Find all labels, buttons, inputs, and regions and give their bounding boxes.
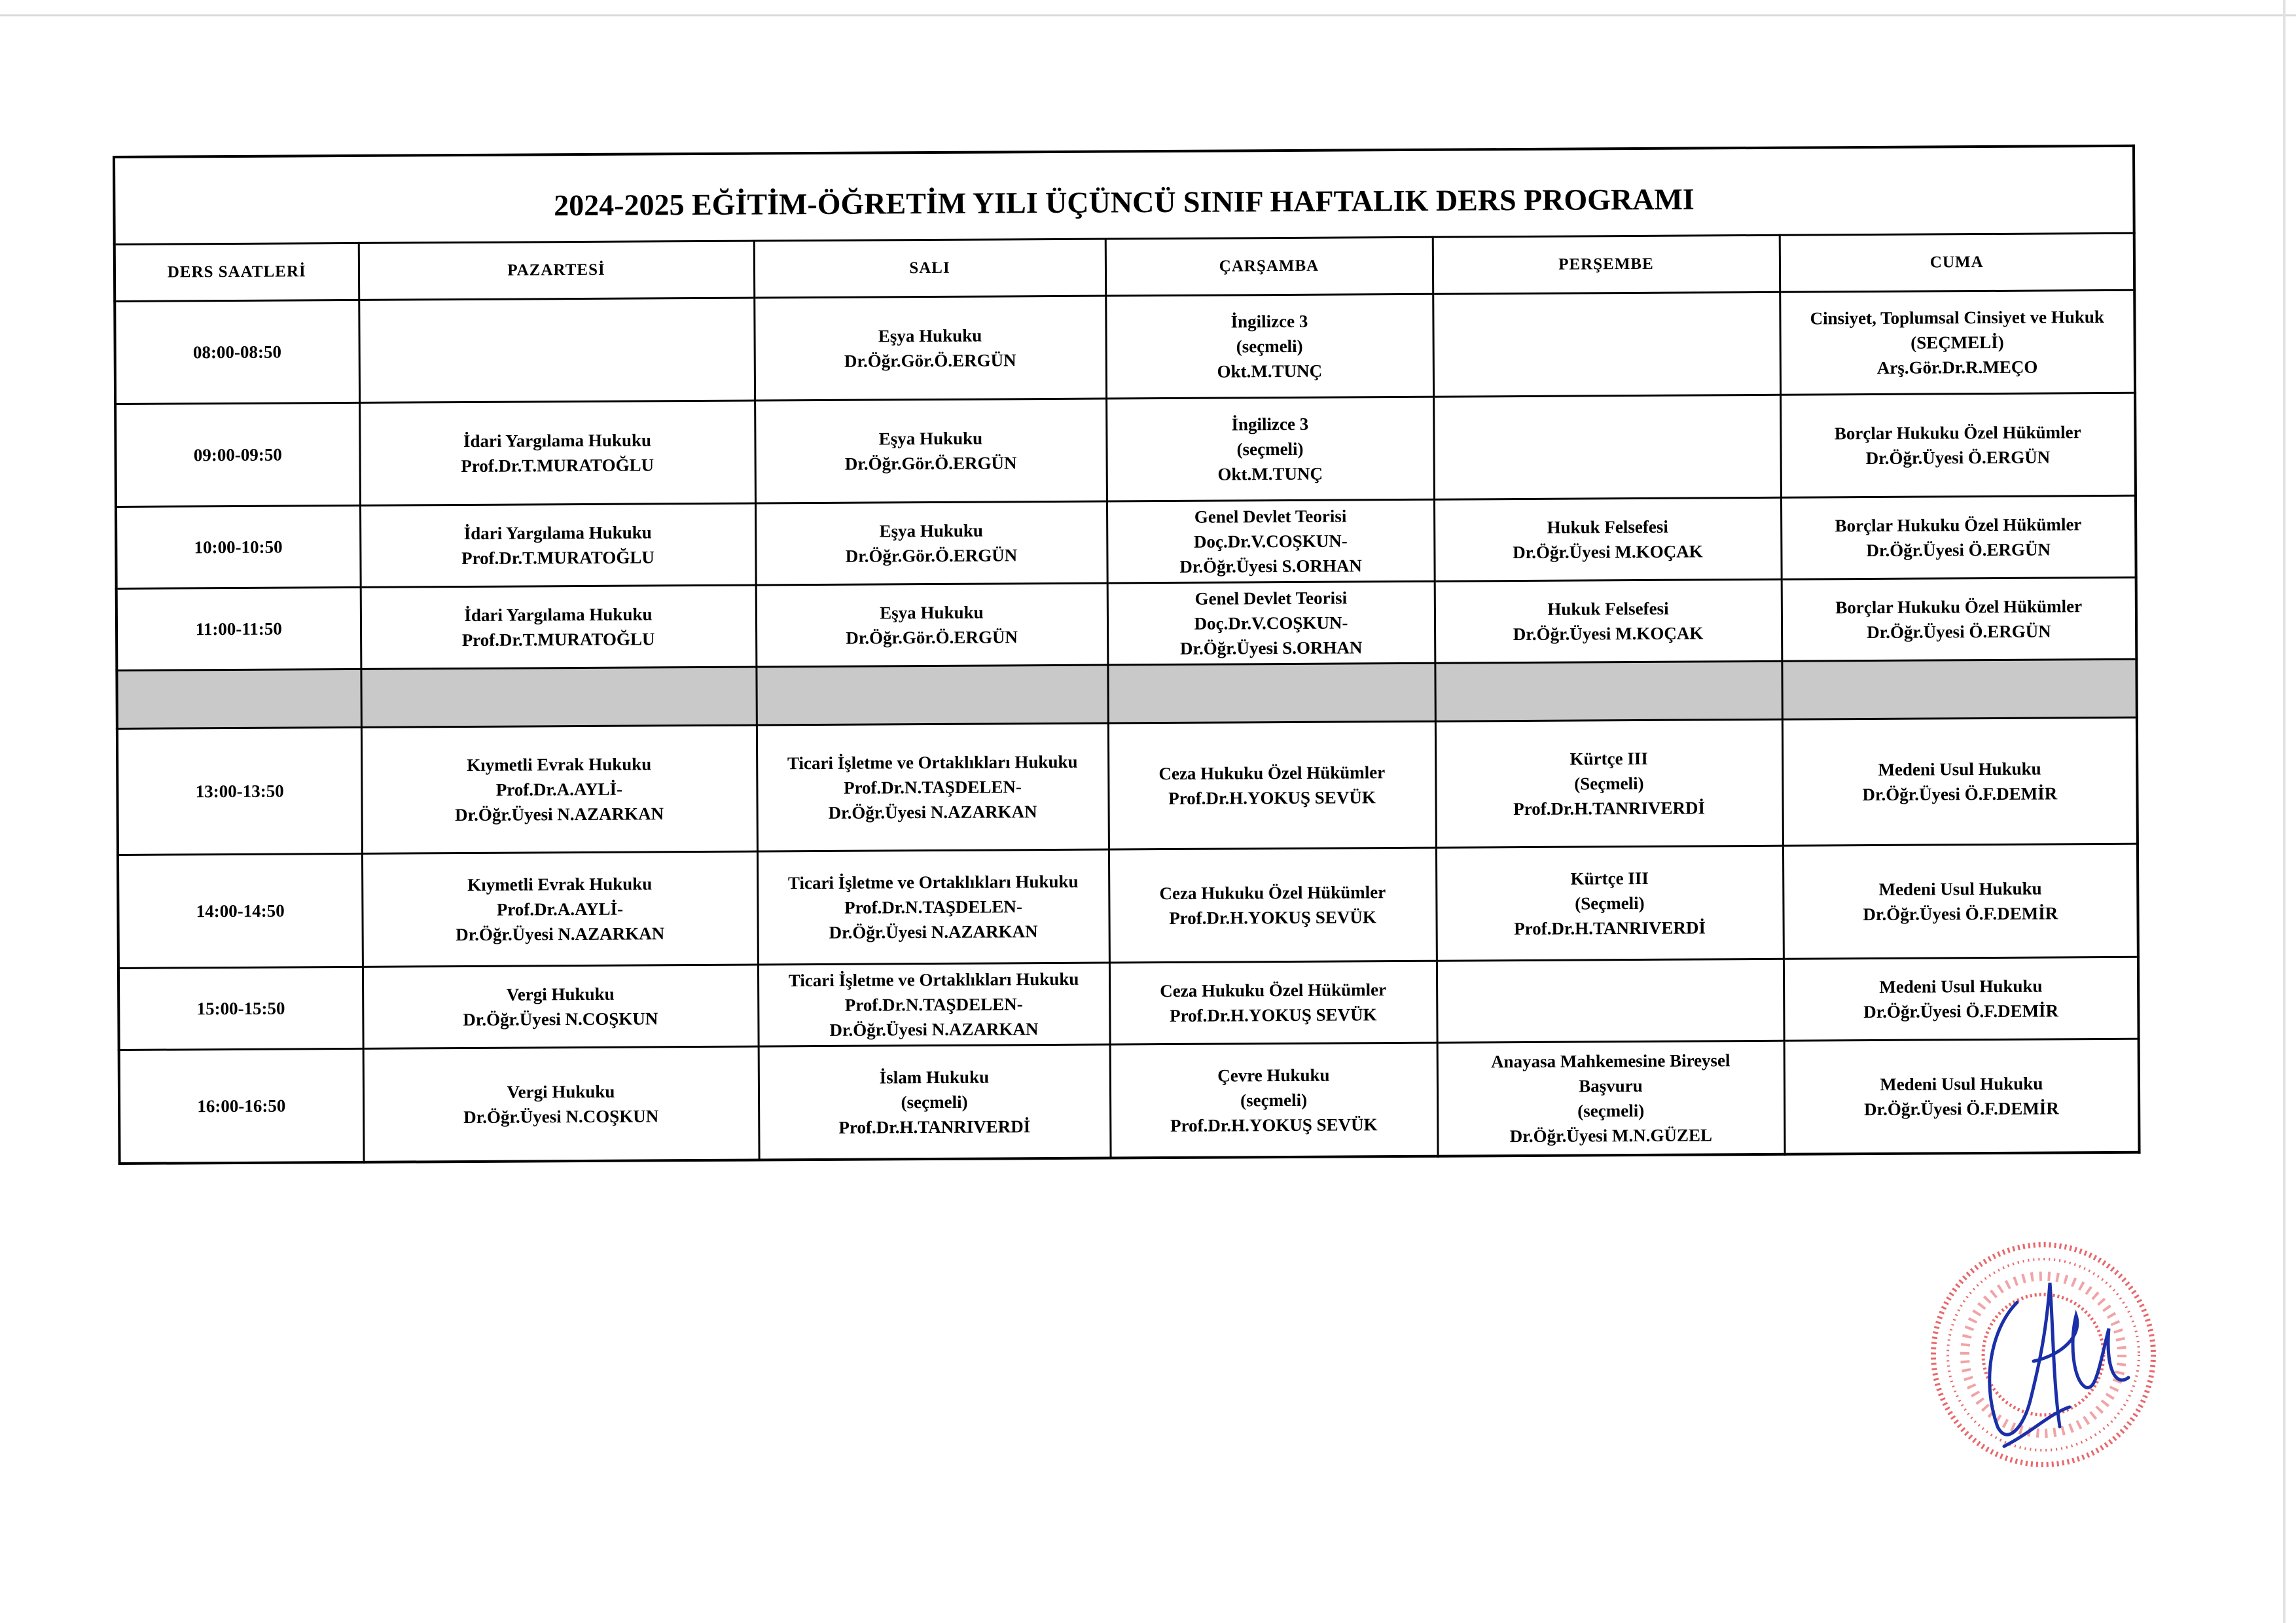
course-name: Borçlar Hukuku Özel Hükümler [1835, 596, 2083, 618]
course-detail: Prof.Dr.H.TANRIVERDİ [1513, 798, 1706, 819]
course-name: Borçlar Hukuku Özel Hükümler [1834, 422, 2081, 444]
course-name: Çevre Hukuku [1217, 1065, 1330, 1086]
course-detail: Başvuru [1579, 1075, 1643, 1096]
course-detail: Prof.Dr.N.TAŞDELEN- [843, 777, 1022, 798]
course-detail: Dr.Öğr.Üyesi S.ORHAN [1179, 556, 1362, 577]
table-row [118, 957, 2139, 1050]
time-slot: 16:00-16:50 [119, 1048, 364, 1164]
course-cell [1435, 719, 1783, 847]
course-detail: Prof.Dr.H.YOKUŞ SEVÜK [1169, 907, 1376, 929]
course-detail: Prof.Dr.H.YOKUŞ SEVÜK [1170, 1115, 1378, 1135]
course-name: Vergi Hukuku [507, 1081, 615, 1102]
course-cell [362, 851, 758, 967]
page-title: 2024-2025 EĞİTİM-ÖĞRETİM YILI ÜÇÜNCÜ SINIF HAFTALIK DERS PROGRAMI [114, 146, 2134, 245]
break-cell [1782, 659, 2137, 719]
course-cell [1433, 292, 1780, 397]
time-slot: 09:00-09:50 [115, 402, 360, 507]
course-name: Eşya Hukuku [880, 602, 984, 623]
course-detail: Dr.Öğr.Üyesi M.KOÇAK [1513, 623, 1704, 645]
course-name: Hukuk Felsefesi [1547, 516, 1668, 537]
course-detail: Prof.Dr.A.AYLİ- [496, 899, 624, 919]
header-time: DERS SAATLERİ [115, 243, 359, 301]
course-detail: Doç.Dr.V.COŞKUN- [1193, 531, 1348, 552]
time-slot: 11:00-11:50 [117, 587, 361, 670]
course-cell [1437, 1041, 1785, 1156]
course-detail: Dr.Öğr.Üyesi Ö.F.DEMİR [1863, 1001, 2059, 1022]
course-cell [1110, 1043, 1438, 1158]
course-name: Eşya Hukuku [878, 428, 983, 449]
course-detail: Prof.Dr.N.TAŞDELEN- [844, 897, 1022, 918]
course-name: Kürtçe III [1570, 868, 1649, 889]
header-friday: CUMA [1780, 233, 2135, 292]
course-name: Medeni Usul Hukuku [1878, 878, 2042, 899]
course-name: Kıymetli Evrak Hukuku [467, 874, 653, 895]
course-detail: Dr.Öğr.Üyesi Ö.F.DEMİR [1863, 903, 2058, 925]
break-cell [117, 669, 361, 728]
course-detail: Dr.Öğr.Üyesi N.COŞKUN [463, 1106, 659, 1128]
course-cell [1780, 393, 2136, 497]
break-cell [1435, 661, 1782, 721]
course-cell [1105, 294, 1433, 399]
course-cell [359, 401, 755, 505]
course-cell [1782, 717, 2138, 846]
course-detail: Prof.Dr.H.TANRIVERDİ [838, 1116, 1031, 1137]
course-cell [755, 501, 1107, 585]
morning-rows [115, 290, 2136, 670]
table-row [117, 577, 2137, 670]
course-name: Genel Devlet Teorisi [1194, 506, 1347, 527]
course-detail: (seçmeli) [1236, 336, 1303, 357]
course-detail: Prof.Dr.T.MURATOĞLU [461, 547, 655, 569]
course-cell [758, 963, 1110, 1046]
course-name: Kürtçe III [1570, 748, 1648, 769]
afternoon-rows [117, 717, 2140, 1164]
lunch-break-row [117, 659, 2137, 728]
course-detail: Dr.Öğr.Gör.Ö.ERGÜN [844, 350, 1016, 371]
table-row [117, 717, 2138, 855]
header-wednesday: ÇARŞAMBA [1105, 237, 1433, 296]
course-detail: Dr.Öğr.Üyesi Ö.F.DEMİR [1864, 1098, 2059, 1120]
course-detail: Dr.Öğr.Üyesi Ö.ERGÜN [1867, 621, 2051, 643]
scan-top-edge [0, 14, 2296, 16]
break-cell [1107, 663, 1435, 723]
course-detail: (Seçmeli) [1575, 893, 1645, 914]
course-name: Ceza Hukuku Özel Hükümler [1159, 882, 1386, 904]
course-detail: Dr.Öğr.Üyesi Ö.ERGÜN [1865, 447, 2051, 469]
course-cell [1109, 961, 1437, 1044]
course-detail: Prof.Dr.H.TANRIVERDİ [1514, 918, 1706, 939]
course-name: İdari Yargılama Hukuku [464, 604, 653, 626]
course-cell [1106, 397, 1434, 501]
course-name: Genel Devlet Teorisi [1194, 588, 1348, 609]
time-slot: 13:00-13:50 [117, 727, 362, 855]
schedule-document [113, 145, 2138, 1165]
course-name: Ceza Hukuku Özel Hükümler [1160, 980, 1387, 1001]
course-name: Medeni Usul Hukuku [1879, 976, 2043, 997]
course-name: Eşya Hukuku [879, 520, 983, 541]
course-detail: Okt.M.TUNÇ [1217, 463, 1323, 484]
course-cell [757, 849, 1109, 965]
course-detail: (SEÇMELİ) [1910, 332, 2004, 353]
time-slot: 08:00-08:50 [115, 300, 359, 404]
course-cell [1783, 844, 2138, 959]
course-name: Kıymetli Evrak Hukuku [467, 754, 652, 775]
course-detail: Prof.Dr.N.TAŞDELEN- [844, 994, 1023, 1015]
course-name: Eşya Hukuku [878, 325, 982, 346]
course-name: Medeni Usul Hukuku [1880, 1073, 2043, 1094]
course-name: İngilizce 3 [1230, 311, 1308, 332]
time-slot: 15:00-15:50 [118, 967, 363, 1050]
course-detail: Dr.Öğr.Üyesi N.AZARKAN [456, 923, 665, 945]
course-detail: Doç.Dr.V.COŞKUN- [1194, 613, 1348, 633]
course-cell [1436, 846, 1784, 961]
course-cell [363, 1046, 759, 1162]
header-monday: PAZARTESİ [359, 241, 754, 300]
course-detail: Arş.Gör.Dr.R.MEÇO [1876, 357, 2038, 378]
course-cell [757, 723, 1109, 851]
table-row [115, 393, 2136, 507]
course-detail: Dr.Öğr.Gör.Ö.ERGÜN [844, 453, 1017, 474]
time-slot: 14:00-14:50 [118, 853, 363, 968]
course-cell [1437, 959, 1784, 1043]
course-detail: (Seçmeli) [1574, 773, 1644, 794]
course-cell [759, 1044, 1111, 1160]
course-cell [360, 503, 756, 587]
course-detail: (seçmeli) [1240, 1090, 1308, 1111]
course-name: İdari Yargılama Hukuku [463, 430, 652, 452]
table-row [119, 1039, 2140, 1164]
course-name: İdari Yargılama Hukuku [463, 522, 652, 544]
course-detail: (seçmeli) [901, 1092, 968, 1113]
course-cell [361, 725, 757, 853]
header-tuesday: SALI [754, 239, 1105, 298]
course-detail: Okt.M.TUNÇ [1217, 361, 1323, 382]
course-detail: Dr.Öğr.Üyesi N.AZARKAN [828, 802, 1037, 823]
header-thursday: PERŞEMBE [1433, 235, 1780, 294]
table-row [118, 844, 2138, 968]
table-row [115, 290, 2135, 404]
course-name: Ticari İşletme ve Ortaklıkları Hukuku [788, 969, 1079, 991]
course-name: Ceza Hukuku Özel Hükümler [1158, 762, 1386, 784]
course-cell [359, 298, 755, 402]
course-detail: Dr.Öğr.Üyesi S.ORHAN [1179, 637, 1363, 658]
course-name: Vergi Hukuku [506, 984, 615, 1005]
course-cell [1107, 581, 1435, 665]
course-cell [1108, 721, 1436, 849]
course-detail: Dr.Öğr.Gör.Ö.ERGÜN [845, 545, 1018, 566]
course-detail: Dr.Öğr.Üyesi M.KOÇAK [1513, 541, 1703, 563]
course-cell [756, 583, 1108, 667]
course-detail: Dr.Öğr.Üyesi Ö.F.DEMİR [1862, 783, 2058, 805]
course-detail: Dr.Öğr.Üyesi N.COŞKUN [463, 1008, 658, 1030]
course-detail: Dr.Öğr.Gör.Ö.ERGÜN [846, 627, 1018, 648]
course-cell [1109, 847, 1437, 963]
course-cell [363, 965, 759, 1048]
course-name: İngilizce 3 [1231, 414, 1309, 435]
course-detail: Dr.Öğr.Üyesi N.AZARKAN [829, 921, 1038, 942]
schedule-table [113, 145, 2141, 1165]
course-detail: Prof.Dr.A.AYLİ- [495, 779, 623, 800]
course-cell [1435, 579, 1782, 663]
course-detail: Dr.Öğr.Üyesi Ö.ERGÜN [1866, 539, 2051, 561]
course-cell [1434, 497, 1782, 581]
course-name: Cinsiyet, Toplumsal Cinsiyet ve Hukuk [1810, 307, 2104, 329]
course-cell [1784, 1039, 2140, 1154]
course-detail: Prof.Dr.T.MURATOĞLU [461, 455, 655, 476]
course-detail: Dr.Öğr.Üyesi M.N.GÜZEL [1509, 1125, 1713, 1147]
seal [1933, 1245, 2153, 1465]
table-row [116, 495, 2136, 588]
course-cell [1780, 290, 2135, 395]
course-name: Ticari İşletme ve Ortaklıkları Hukuku [787, 871, 1079, 893]
course-name: Borçlar Hukuku Özel Hükümler [1835, 514, 2082, 536]
course-detail: (seçmeli) [1577, 1100, 1645, 1121]
course-cell [1781, 495, 2136, 579]
course-detail: Dr.Öğr.Üyesi N.AZARKAN [455, 804, 664, 825]
official-seal-icon [1919, 1230, 2168, 1479]
course-detail: Prof.Dr.H.YOKUŞ SEVÜK [1168, 787, 1376, 809]
break-cell [756, 665, 1107, 725]
course-name: Medeni Usul Hukuku [1878, 758, 2041, 779]
course-cell [361, 585, 757, 669]
scan-right-edge [2283, 0, 2286, 1623]
course-detail: Dr.Öğr.Üyesi N.AZARKAN [829, 1019, 1039, 1040]
course-name: Hukuk Felsefesi [1547, 598, 1669, 619]
course-detail: Prof.Dr.T.MURATOĞLU [461, 629, 655, 651]
break-cell [361, 667, 756, 727]
course-detail: Prof.Dr.H.YOKUŞ SEVÜK [1170, 1005, 1377, 1026]
course-cell [1433, 395, 1781, 499]
time-slot: 10:00-10:50 [116, 505, 361, 588]
course-cell [1784, 957, 2139, 1041]
course-name: Ticari İşletme ve Ortaklıkları Hukuku [787, 751, 1078, 774]
course-name: İslam Hukuku [879, 1067, 990, 1088]
course-cell [755, 399, 1107, 503]
course-cell [1782, 577, 2137, 661]
course-name: Anayasa Mahkemesine Bireysel [1490, 1050, 1731, 1072]
course-cell [1107, 499, 1435, 583]
course-detail: (seçmeli) [1236, 438, 1304, 459]
course-cell [754, 296, 1106, 401]
